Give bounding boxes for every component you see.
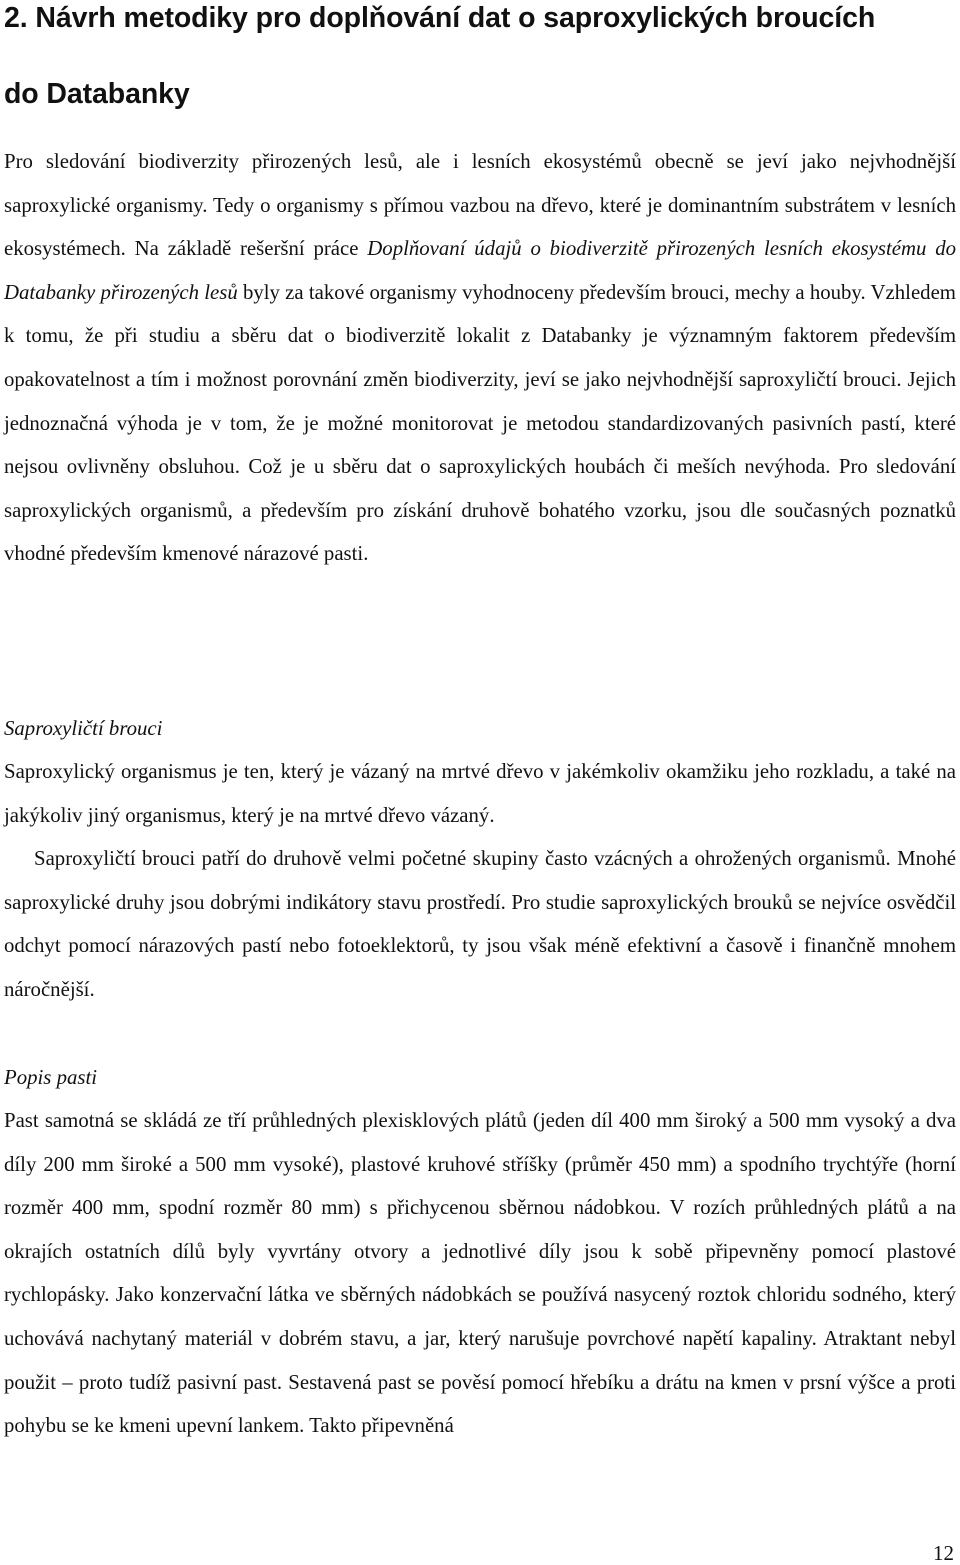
intro-text-start: Pro sledování biodiverzity přirozených lesů, ale i lesních ekosystémů obecně se jeví jako nejvhodnější saproxylické organismy. Tedy o organismy s přímou vazbou na dřevo, které je dominantním substrátem v lesních ekosystémech. Na základě rešeršní práce <box>4 150 956 261</box>
section-title-popis-pasti: Popis pasti <box>4 1066 98 1089</box>
section-title-saproxylicti-brouci: Saproxyličtí brouci <box>4 717 163 740</box>
document-page <box>4 0 956 1438</box>
section1-paragraph2: Saproxyličtí brouci patří do druhově velmi početné skupiny často vzácných a ohrožených organismů. Mnohé saproxylické druhy jsou dobrými indikátory stavu prostředí. Pro studie saproxylických brouků se nejvíce osvědčil odchyt pomocí nárazových pastí nebo fotoeklektorů, ty jsou však méně efektivní a časově i finančně mnohem náročnější. <box>4 847 956 1001</box>
chapter-heading <box>4 0 956 132</box>
page-number: 12 <box>933 1541 954 1565</box>
chapter-heading-line1: 2. Návrh metodiky pro doplňování dat o saproxylických broucích <box>4 2 876 34</box>
section-popis-pasti <box>4 1099 956 1448</box>
intro-text-end: byly za takové organismy vyhodnoceny především brouci, mechy a houby. Vzhledem k tomu, že při studiu a sběru dat o biodiverzitě lokalit z Databanky je významným faktorem především opakovatelnost a tím i možnost porovnání změn biodiverzity, jeví se jako nejvhodnější saproxyličtí brouci. Jejich jednoznačná výhoda je v tom, že je možné monitorovat je metodou standardizovaných pasivních pastí, které nejsou ovlivněny obsluhou. Což je u sběru dat o saproxylických houbách či meších nevýhoda. Pro sledování saproxylických organismů, a především pro získání druhově bohatého vzorku, jsou dle současných poznatků vhodné především kmenové nárazové pasti. <box>4 280 956 566</box>
section1-paragraph1: Saproxylický organismus je ten, který je vázaný na mrtvé dřevo v jakémkoliv okamžiku jeho rozkladu, a také na jakýkoliv jiný organismus, který je na mrtvé dřevo vázaný. <box>4 760 956 827</box>
chapter-heading-line2: do Databanky <box>4 78 190 110</box>
section-saproxylicti-brouci <box>4 750 956 1012</box>
cited-work-title: Doplňovaní údajů o biodiverzitě přirozených lesních ekosystému do Databanky přirozených lesů <box>4 237 956 304</box>
intro-paragraph <box>4 140 956 576</box>
section2-paragraph1: Past samotná se skládá ze tří průhledných plexisklových plátů (jeden díl 400 mm široký a 500 mm vysoký a dva díly 200 mm široké a 500 mm vysoké), plastové kruhové stříšky (průměr 450 mm) a spodního trychtýře (horní rozměr 400 mm, spodní rozměr 80 mm) s přichycenou sběrnou nádobkou. V rozích průhledných plátů a na okrajích ostatních dílů byly vyvrtány otvory a jednotlivé díly jsou k sobě připevněny pomocí plastové rychlopásky. Jako konzervační látka ve sběrných nádobkách se používá nasycený roztok chloridu sodného, který uchovává nachytaný materiál v dobrém stavu, a jar, který narušuje povrchové napětí kapaliny. Atraktant nebyl použit – proto tudíž pasivní past. Sestavená past se pověsí pomocí hřebíku a drátu na kmen v prsní výšce a proti pohybu se ke kmeni upevní lankem. Takto připevněná <box>4 1109 956 1438</box>
